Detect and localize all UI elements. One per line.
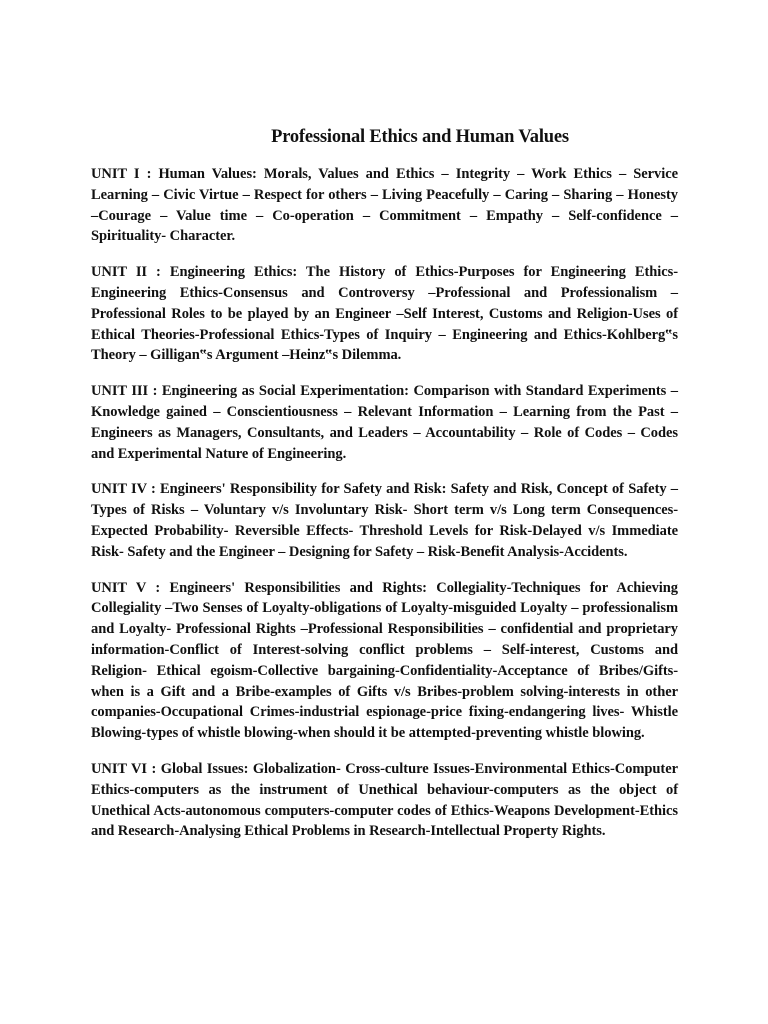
unit-4-heading: UNIT IV : <box>91 481 161 498</box>
unit-5-paragraph <box>91 578 678 744</box>
unit-4-paragraph <box>91 479 678 562</box>
unit-3-heading: UNIT III : <box>91 383 162 400</box>
unit-3-text: Engineering as Social Experimentation: Comparison with Standard Experiments – Knowledge gained – Conscientiousness – Relevant Information – Learning from the Past – Engineers as Managers, Consultants, and Leaders – Accountability – Role of Codes – Codes and Experimental Nature of Engineering. <box>91 383 678 462</box>
document-title-text: Professional Ethics and Human Values <box>271 127 569 147</box>
unit-6-text: Global Issues: Globalization- Cross-culture Issues-Environmental Ethics-Computer Ethics-computers as the instrument of Unethical behaviour-computers as the object of Unethical Acts-autonomous computers-computer codes of Ethics-Weapons Development-Ethics and Research-Analysing Ethical Problems in Research-Intellectual Property Rights. <box>91 760 678 840</box>
unit-2-paragraph <box>91 262 678 366</box>
unit-1-paragraph <box>91 164 678 247</box>
unit-4-text: Engineers' Responsibility for Safety and Risk: Safety and Risk, Concept of Safety – Types of Risks – Voluntary v/s Involuntary Risk- Short term v/s Long term Consequences- Expected Probability- Reversible Effects- Threshold Levels for Risk-Delayed v/s Immediate Risk- Safety and the Engineer – Designing for Safety – Risk-Benefit Analysis-Accidents. <box>91 481 678 560</box>
unit-6-heading: UNIT VI : <box>91 760 161 777</box>
document-title <box>0 127 768 148</box>
unit-6-paragraph <box>91 759 678 842</box>
unit-3-paragraph <box>91 381 678 464</box>
unit-5-text: Engineers' Responsibilities and Rights: Collegiality-Techniques for Achieving Collegiality –Two Senses of Loyalty-obligations of Loyalty-misguided Loyalty – professionalism and Loyalty- Professional Rights –Professional Responsibilities – confidential and proprietary information-Conflict of Interest-solving conflict problems – Self-interest, Customs and Religion- Ethical egoism-Collective bargaining-Confidentiality-Acceptance of Bribes/Gifts-when is a Gift and a Bribe-examples of Gifts v/s Bribes-problem solving-interests in other companies-Occupational Crimes-industrial espionage-price fixing-endangering lives- Whistle Blowing-types of whistle blowing-when should it be attempted-preventing whistle blowing. <box>91 579 678 742</box>
unit-5-heading: UNIT V : <box>91 579 170 596</box>
units-list <box>91 164 678 857</box>
unit-1-text: Human Values: Morals, Values and Ethics – Integrity – Work Ethics – Service Learning – Civic Virtue – Respect for others – Living Peacefully – Caring – Sharing – Honesty –Courage – Value time – Co-operation – Commitment – Empathy – Self-confidence – Spirituality- Character. <box>91 166 678 245</box>
unit-2-text: Engineering Ethics: The History of Ethics-Purposes for Engineering Ethics-Engineering Ethics-Consensus and Controversy –Professional and Professionalism – Professional Roles to be played by an Engineer –Self Interest, Customs and Religion-Uses of Ethical Theories-Professional Ethics-Types of Inquiry – Engineering and Ethics-Kohlberg‟s Theory – Gilligan‟s Argument –Heinz‟s Dilemma. <box>91 264 678 364</box>
unit-2-heading: UNIT II : <box>91 264 170 281</box>
unit-1-heading: UNIT I : <box>91 166 159 182</box>
